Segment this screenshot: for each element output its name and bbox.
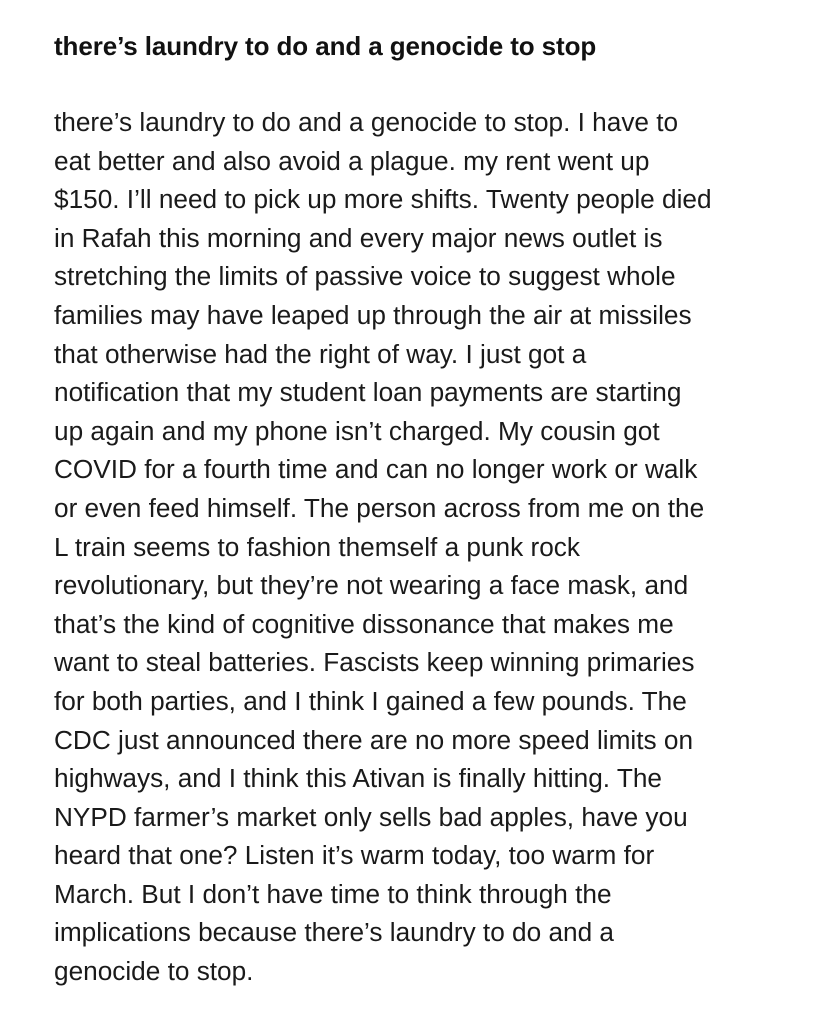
body-line: stretching the limits of passive voice to suggest whole — [54, 261, 676, 292]
body-line: NYPD farmer’s market only sells bad apples, have you — [54, 801, 688, 832]
body-line: families may have leaped up through the air at missiles — [54, 299, 692, 330]
body-line: L train seems to fashion themself a punk rock — [54, 531, 580, 562]
body-line: COVID for a fourth time and can no longer work or walk — [54, 454, 698, 485]
body-line: in Rafah this morning and every major news outlet is — [54, 222, 663, 253]
body-line: CDC just announced there are no more speed limits on — [54, 724, 694, 755]
body-line: up again and my phone isn’t charged. My cousin got — [54, 415, 660, 446]
body-line: $150. I’ll need to pick up more shifts. Twenty people died — [54, 184, 712, 215]
body-line: want to steal batteries. Fascists keep winning primaries — [54, 647, 695, 678]
body-line: that’s the kind of cognitive dissonance that makes me — [54, 608, 674, 639]
body-line: genocide to stop. — [54, 956, 254, 987]
post-body — [54, 103, 788, 991]
body-line: or even feed himself. The person across from me on the — [54, 492, 705, 523]
body-line: heard that one? Listen it’s warm today, too warm for — [54, 840, 655, 871]
post-title: there’s laundry to do and a genocide to stop — [54, 31, 597, 61]
body-line: for both parties, and I think I gained a few pounds. The — [54, 685, 687, 716]
body-line: March. But I don’t have time to think through the — [54, 878, 612, 909]
body-line: notification that my student loan payments are starting — [54, 377, 682, 408]
body-line: that otherwise had the right of way. I just got a — [54, 338, 587, 369]
body-line: implications because there’s laundry to do and a — [54, 917, 614, 948]
body-line: revolutionary, but they’re not wearing a face mask, and — [54, 570, 689, 601]
body-line: there’s laundry to do and a genocide to stop. I have to — [54, 107, 679, 137]
body-line: eat better and also avoid a plague. my rent went up — [54, 145, 650, 176]
body-line: highways, and I think this Ativan is finally hitting. The — [54, 763, 662, 794]
